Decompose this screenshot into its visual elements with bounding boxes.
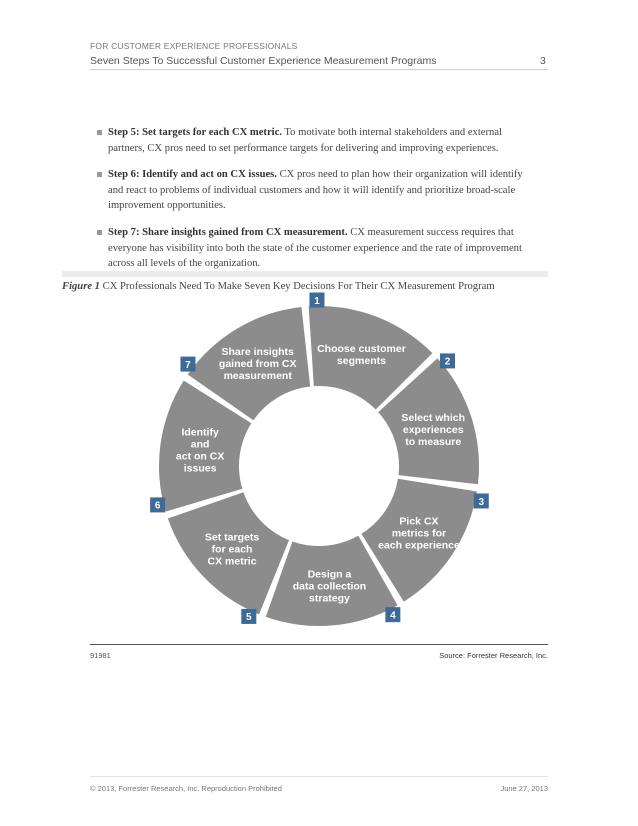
cycle-segment-label-3: Pick CX metrics for each experience <box>378 515 460 552</box>
publication-date: June 27, 2013 <box>500 784 548 793</box>
cycle-segment-label-2: Select which experiences to measure <box>401 412 466 449</box>
cycle-segment-label-7: Share insights gained from CX measurement <box>218 345 297 382</box>
copyright-text: © 2013, Forrester Research, Inc. Reproduction Prohibited <box>90 784 282 793</box>
page-number: 3 <box>540 55 546 67</box>
step-number-6: 6 <box>154 500 161 512</box>
figure-footer-rule <box>90 644 548 645</box>
step-5-heading: Step 5: Set targets for each CX metric. <box>108 127 282 138</box>
cycle-segment-label-5: Set targets for each CX metric <box>204 531 260 568</box>
figure-source: Source: Forrester Research, Inc. <box>439 651 548 660</box>
footer-divider <box>90 776 548 777</box>
cycle-segment-label-1: Choose customer segments <box>317 342 406 367</box>
cycle-segment-label-6: Identify and act on CX issues <box>175 426 225 475</box>
step-number-2: 2 <box>444 356 451 368</box>
step-7-text: CX measurement success requires that everyone has visibility into both the state of the customer experience and the rate of improvement across all levels of the organization. <box>108 226 522 270</box>
figure-caption-text: CX Professionals Need To Make Seven Key Decisions For Their CX Measurement Program <box>102 281 495 292</box>
step-number-7: 7 <box>185 359 191 371</box>
document-title: Seven Steps To Successful Customer Experience Measurement Programs <box>90 55 437 67</box>
figure-id: 91981 <box>90 651 111 660</box>
step-6-text: CX pros need to plan how their organization will identify and react to problems of individual customers and how it will identify and prioritize broad-scale improvement opportunities. <box>108 169 523 212</box>
step-number-5: 5 <box>246 612 252 624</box>
figure-label: Figure 1 <box>62 281 100 292</box>
step-5-text: To motivate both internal stakeholders and external partners, CX pros need to set performance targets for delivering and improving experiences. <box>108 127 502 154</box>
report-kicker: FOR CUSTOMER EXPERIENCE PROFESSIONALS <box>90 41 298 51</box>
step-number-1: 1 <box>314 295 320 307</box>
step-number-4: 4 <box>390 610 396 622</box>
step-number-3: 3 <box>478 496 485 508</box>
step-7-heading: Step 7: Share insights gained from CX measurement. <box>108 226 348 238</box>
cycle-segment-label-4: Design a data collection strategy <box>292 568 367 605</box>
step-6-heading: Step 6: Identify and act on CX issues. <box>108 169 277 181</box>
